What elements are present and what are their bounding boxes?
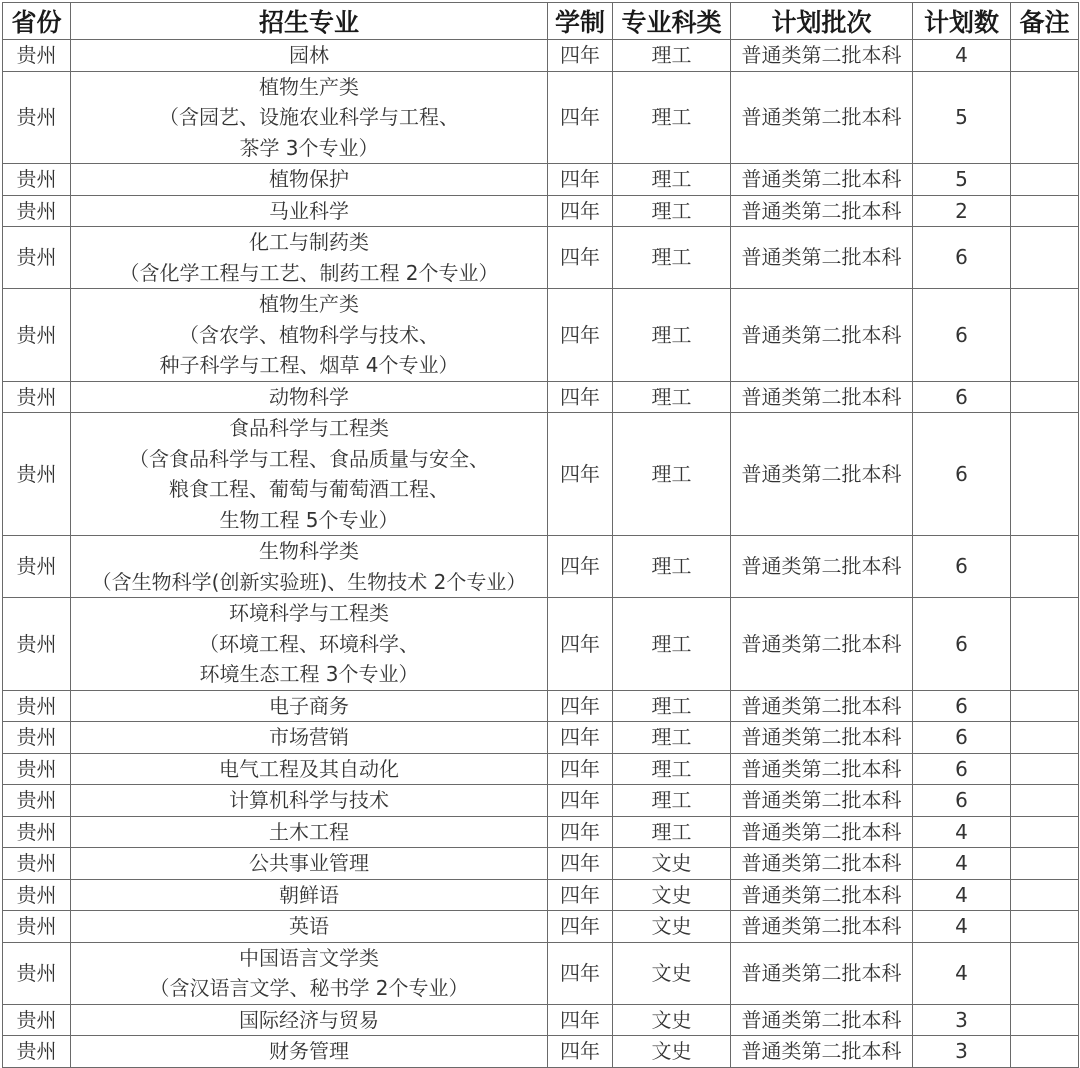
province-cell: 贵州 bbox=[3, 289, 71, 382]
years-cell: 四年 bbox=[548, 71, 613, 164]
table-row bbox=[3, 536, 1079, 598]
major-cell bbox=[71, 879, 548, 911]
note-cell bbox=[1011, 848, 1079, 880]
batch-cell: 普通类第二批本科 bbox=[731, 690, 913, 722]
table-row bbox=[3, 879, 1079, 911]
major-cell bbox=[71, 289, 548, 382]
major-name: 电气工程及其自动化 bbox=[219, 756, 399, 781]
count-cell: 6 bbox=[913, 289, 1011, 382]
years-cell: 四年 bbox=[548, 816, 613, 848]
count-cell: 6 bbox=[913, 381, 1011, 413]
batch-cell: 普通类第二批本科 bbox=[731, 536, 913, 598]
category-cell: 理工 bbox=[613, 722, 731, 754]
category-cell: 文史 bbox=[613, 1036, 731, 1068]
major-detail-line: 环境生态工程 3个专业） bbox=[199, 662, 419, 686]
province-cell: 贵州 bbox=[3, 911, 71, 943]
count-cell: 6 bbox=[913, 722, 1011, 754]
major-cell bbox=[71, 227, 548, 289]
batch-cell: 普通类第二批本科 bbox=[731, 879, 913, 911]
major-name: 市场营销 bbox=[269, 725, 349, 749]
table-row bbox=[3, 785, 1079, 817]
years-cell: 四年 bbox=[548, 381, 613, 413]
major-detail-line: （含农学、植物科学与技术、 bbox=[179, 322, 439, 347]
major-name: 财务管理 bbox=[269, 1039, 349, 1063]
table-row bbox=[3, 1004, 1079, 1036]
count-cell: 4 bbox=[913, 816, 1011, 848]
count-cell: 5 bbox=[913, 164, 1011, 196]
province-cell: 贵州 bbox=[3, 690, 71, 722]
table-row bbox=[3, 71, 1079, 164]
table-row bbox=[3, 722, 1079, 754]
count-cell: 4 bbox=[913, 848, 1011, 880]
table-row bbox=[3, 1036, 1079, 1068]
major-detail-line: 茶学 3个专业） bbox=[239, 135, 379, 160]
years-cell: 四年 bbox=[548, 848, 613, 880]
major-name: 电子商务 bbox=[269, 693, 349, 718]
batch-cell: 普通类第二批本科 bbox=[731, 40, 913, 72]
major-cell bbox=[71, 722, 548, 754]
table-body bbox=[3, 40, 1079, 1068]
note-cell bbox=[1011, 289, 1079, 382]
years-cell: 四年 bbox=[548, 536, 613, 598]
major-cell bbox=[71, 536, 548, 598]
batch-cell: 普通类第二批本科 bbox=[731, 722, 913, 754]
major-name: 化工与制药类 bbox=[249, 230, 369, 254]
enrollment-plan-table bbox=[2, 2, 1079, 1068]
note-cell bbox=[1011, 942, 1079, 1004]
major-name: 植物生产类 bbox=[259, 292, 359, 316]
count-cell: 3 bbox=[913, 1036, 1011, 1068]
province-cell: 贵州 bbox=[3, 942, 71, 1004]
major-cell bbox=[71, 413, 548, 536]
category-cell: 文史 bbox=[613, 848, 731, 880]
major-detail-line: （含生物科学(创新实验班)、生物技术 2个专业） bbox=[91, 569, 527, 594]
category-cell: 理工 bbox=[613, 40, 731, 72]
major-cell bbox=[71, 598, 548, 691]
major-cell bbox=[71, 690, 548, 722]
category-cell: 文史 bbox=[613, 911, 731, 943]
category-cell: 文史 bbox=[613, 1004, 731, 1036]
years-cell: 四年 bbox=[548, 690, 613, 722]
table-row bbox=[3, 164, 1079, 196]
category-cell: 文史 bbox=[613, 879, 731, 911]
batch-cell: 普通类第二批本科 bbox=[731, 381, 913, 413]
category-cell: 理工 bbox=[613, 71, 731, 164]
years-cell: 四年 bbox=[548, 753, 613, 785]
table-row bbox=[3, 227, 1079, 289]
major-cell bbox=[71, 381, 548, 413]
batch-cell: 普通类第二批本科 bbox=[731, 1036, 913, 1068]
province-cell: 贵州 bbox=[3, 1036, 71, 1068]
province-cell: 贵州 bbox=[3, 816, 71, 848]
major-detail-line: （含汉语言文学、秘书学 2个专业） bbox=[149, 976, 469, 1000]
note-cell bbox=[1011, 413, 1079, 536]
major-cell bbox=[71, 1004, 548, 1036]
table-row bbox=[3, 690, 1079, 722]
note-cell bbox=[1011, 690, 1079, 722]
note-cell bbox=[1011, 536, 1079, 598]
header-category: 专业科类 bbox=[613, 3, 731, 40]
major-cell bbox=[71, 911, 548, 943]
batch-cell: 普通类第二批本科 bbox=[731, 289, 913, 382]
years-cell: 四年 bbox=[548, 227, 613, 289]
years-cell: 四年 bbox=[548, 722, 613, 754]
table-row bbox=[3, 911, 1079, 943]
major-name: 植物保护 bbox=[269, 167, 349, 191]
table-header-row bbox=[3, 3, 1079, 40]
note-cell bbox=[1011, 598, 1079, 691]
header-province: 省份 bbox=[3, 3, 71, 40]
major-name: 马业科学 bbox=[269, 198, 349, 223]
years-cell: 四年 bbox=[548, 1036, 613, 1068]
note-cell bbox=[1011, 40, 1079, 72]
category-cell: 理工 bbox=[613, 195, 731, 227]
table-row bbox=[3, 816, 1079, 848]
province-cell: 贵州 bbox=[3, 785, 71, 817]
header-major: 招生专业 bbox=[71, 3, 548, 40]
batch-cell: 普通类第二批本科 bbox=[731, 911, 913, 943]
category-cell: 理工 bbox=[613, 536, 731, 598]
category-cell: 理工 bbox=[613, 816, 731, 848]
years-cell: 四年 bbox=[548, 942, 613, 1004]
category-cell: 理工 bbox=[613, 289, 731, 382]
category-cell: 理工 bbox=[613, 690, 731, 722]
major-name: 生物科学类 bbox=[259, 539, 359, 563]
table-row bbox=[3, 195, 1079, 227]
batch-cell: 普通类第二批本科 bbox=[731, 753, 913, 785]
note-cell bbox=[1011, 816, 1079, 848]
province-cell: 贵州 bbox=[3, 40, 71, 72]
batch-cell: 普通类第二批本科 bbox=[731, 848, 913, 880]
header-count: 计划数 bbox=[913, 3, 1011, 40]
batch-cell: 普通类第二批本科 bbox=[731, 164, 913, 196]
major-cell bbox=[71, 816, 548, 848]
header-batch: 计划批次 bbox=[731, 3, 913, 40]
note-cell bbox=[1011, 879, 1079, 911]
major-name: 植物生产类 bbox=[259, 74, 359, 99]
major-name: 公共事业管理 bbox=[249, 851, 369, 875]
major-name: 土木工程 bbox=[269, 819, 349, 844]
category-cell: 理工 bbox=[613, 164, 731, 196]
major-cell bbox=[71, 753, 548, 785]
major-name: 计算机科学与技术 bbox=[229, 788, 389, 812]
batch-cell: 普通类第二批本科 bbox=[731, 942, 913, 1004]
major-detail-line: （含化学工程与工艺、制药工程 2个专业） bbox=[119, 260, 499, 285]
batch-cell: 普通类第二批本科 bbox=[731, 1004, 913, 1036]
note-cell bbox=[1011, 911, 1079, 943]
note-cell bbox=[1011, 227, 1079, 289]
count-cell: 6 bbox=[913, 598, 1011, 691]
note-cell bbox=[1011, 71, 1079, 164]
header-years: 学制 bbox=[548, 3, 613, 40]
batch-cell: 普通类第二批本科 bbox=[731, 413, 913, 536]
major-detail-line: （环境工程、环境科学、 bbox=[199, 631, 419, 656]
years-cell: 四年 bbox=[548, 289, 613, 382]
batch-cell: 普通类第二批本科 bbox=[731, 227, 913, 289]
count-cell: 6 bbox=[913, 785, 1011, 817]
province-cell: 贵州 bbox=[3, 413, 71, 536]
major-name: 英语 bbox=[289, 914, 329, 938]
province-cell: 贵州 bbox=[3, 722, 71, 754]
category-cell: 理工 bbox=[613, 785, 731, 817]
category-cell: 理工 bbox=[613, 413, 731, 536]
province-cell: 贵州 bbox=[3, 195, 71, 227]
major-cell bbox=[71, 848, 548, 880]
count-cell: 5 bbox=[913, 71, 1011, 164]
years-cell: 四年 bbox=[548, 195, 613, 227]
major-detail-line: （含食品科学与工程、食品质量与安全、 bbox=[129, 446, 489, 471]
province-cell: 贵州 bbox=[3, 1004, 71, 1036]
province-cell: 贵州 bbox=[3, 536, 71, 598]
table-row bbox=[3, 381, 1079, 413]
table-row bbox=[3, 753, 1079, 785]
major-cell bbox=[71, 942, 548, 1004]
table-row bbox=[3, 289, 1079, 382]
category-cell: 理工 bbox=[613, 227, 731, 289]
years-cell: 四年 bbox=[548, 598, 613, 691]
batch-cell: 普通类第二批本科 bbox=[731, 598, 913, 691]
category-cell: 理工 bbox=[613, 753, 731, 785]
major-detail-line: 生物工程 5个专业） bbox=[219, 507, 399, 532]
batch-cell: 普通类第二批本科 bbox=[731, 71, 913, 164]
note-cell bbox=[1011, 1004, 1079, 1036]
category-cell: 理工 bbox=[613, 381, 731, 413]
province-cell: 贵州 bbox=[3, 753, 71, 785]
province-cell: 贵州 bbox=[3, 848, 71, 880]
batch-cell: 普通类第二批本科 bbox=[731, 195, 913, 227]
count-cell: 4 bbox=[913, 40, 1011, 72]
note-cell bbox=[1011, 381, 1079, 413]
major-name: 环境科学与工程类 bbox=[229, 601, 389, 625]
count-cell: 4 bbox=[913, 879, 1011, 911]
years-cell: 四年 bbox=[548, 164, 613, 196]
major-cell bbox=[71, 1036, 548, 1068]
table-row bbox=[3, 942, 1079, 1004]
province-cell: 贵州 bbox=[3, 381, 71, 413]
major-detail-line: 粮食工程、葡萄与葡萄酒工程、 bbox=[169, 477, 449, 501]
major-name: 动物科学 bbox=[269, 384, 349, 409]
count-cell: 6 bbox=[913, 227, 1011, 289]
category-cell: 理工 bbox=[613, 598, 731, 691]
count-cell: 6 bbox=[913, 753, 1011, 785]
province-cell: 贵州 bbox=[3, 227, 71, 289]
count-cell: 4 bbox=[913, 942, 1011, 1004]
province-cell: 贵州 bbox=[3, 598, 71, 691]
note-cell bbox=[1011, 1036, 1079, 1068]
province-cell: 贵州 bbox=[3, 164, 71, 196]
major-detail-line: 种子科学与工程、烟草 4个专业） bbox=[159, 353, 459, 377]
count-cell: 4 bbox=[913, 911, 1011, 943]
note-cell bbox=[1011, 753, 1079, 785]
major-cell bbox=[71, 164, 548, 196]
years-cell: 四年 bbox=[548, 413, 613, 536]
count-cell: 2 bbox=[913, 195, 1011, 227]
count-cell: 3 bbox=[913, 1004, 1011, 1036]
note-cell bbox=[1011, 164, 1079, 196]
major-name: 朝鲜语 bbox=[279, 882, 339, 907]
major-detail-line: （含园艺、设施农业科学与工程、 bbox=[159, 105, 459, 129]
batch-cell: 普通类第二批本科 bbox=[731, 816, 913, 848]
years-cell: 四年 bbox=[548, 1004, 613, 1036]
major-name: 食品科学与工程类 bbox=[229, 416, 389, 440]
table-row bbox=[3, 598, 1079, 691]
batch-cell: 普通类第二批本科 bbox=[731, 785, 913, 817]
province-cell: 贵州 bbox=[3, 71, 71, 164]
province-cell: 贵州 bbox=[3, 879, 71, 911]
count-cell: 6 bbox=[913, 536, 1011, 598]
table-row bbox=[3, 413, 1079, 536]
years-cell: 四年 bbox=[548, 785, 613, 817]
count-cell: 6 bbox=[913, 413, 1011, 536]
major-cell bbox=[71, 40, 548, 72]
years-cell: 四年 bbox=[548, 911, 613, 943]
major-cell bbox=[71, 785, 548, 817]
major-name: 国际经济与贸易 bbox=[239, 1007, 379, 1032]
table-row bbox=[3, 848, 1079, 880]
header-notes: 备注 bbox=[1011, 3, 1079, 40]
major-name: 中国语言文学类 bbox=[239, 945, 379, 970]
major-cell bbox=[71, 195, 548, 227]
major-cell bbox=[71, 71, 548, 164]
major-name: 园林 bbox=[289, 43, 329, 67]
category-cell: 文史 bbox=[613, 942, 731, 1004]
table-row bbox=[3, 40, 1079, 72]
note-cell bbox=[1011, 722, 1079, 754]
count-cell: 6 bbox=[913, 690, 1011, 722]
note-cell bbox=[1011, 195, 1079, 227]
years-cell: 四年 bbox=[548, 879, 613, 911]
years-cell: 四年 bbox=[548, 40, 613, 72]
note-cell bbox=[1011, 785, 1079, 817]
